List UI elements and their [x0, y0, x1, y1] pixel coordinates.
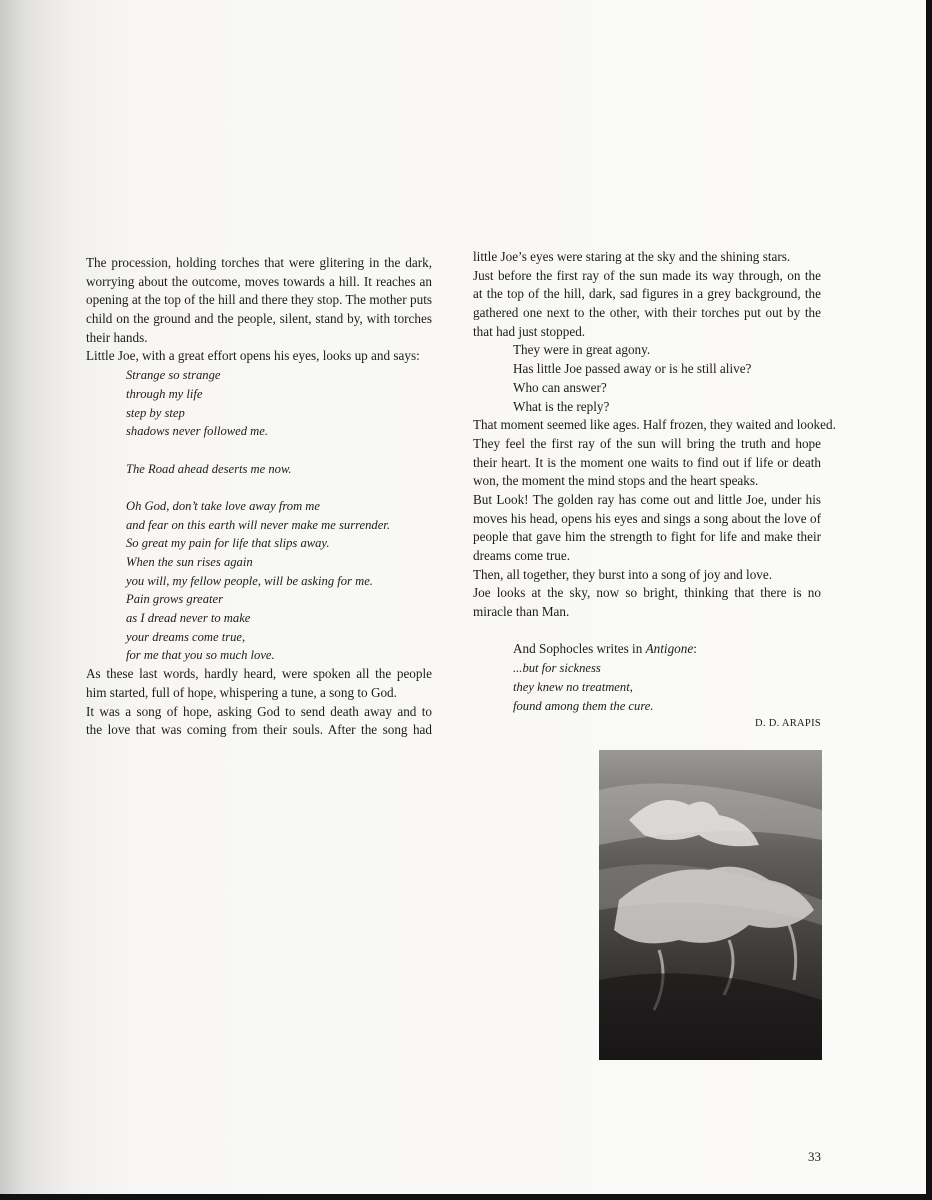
left-text-column: [86, 254, 432, 740]
verse-line: found among them the cure.: [513, 698, 654, 713]
verse-line: Strange so strange: [126, 368, 221, 383]
text-segment: :: [693, 641, 697, 657]
text-line: worrying about the outcome, moves towards a hill. It reaches an: [86, 273, 432, 289]
verse-line: Pain grows greater: [126, 592, 224, 607]
text-line: that had just stopped.: [473, 323, 586, 339]
page-number: 33: [808, 1149, 821, 1164]
right-text-column: [473, 248, 836, 734]
text-line: What is the reply?: [513, 398, 610, 414]
verse-line: The Road ahead deserts me now.: [126, 461, 292, 476]
verse-line: ...but for sickness: [513, 661, 601, 676]
text-line: him started, full of hope, whispering a tune, a song to God.: [86, 684, 397, 700]
text-segment: And Sophocles writes in: [513, 641, 646, 657]
blank-line: [86, 441, 432, 460]
text-line: won, the moment the mind stops and the heart speaks.: [473, 473, 759, 489]
text-line: miracle than Man.: [473, 604, 570, 620]
text-line: dreams come true.: [473, 548, 571, 563]
text-line: It was a song of hope, asking God to send death away and to: [86, 703, 432, 719]
text-line: Just before the first ray of the sun made its way through, on the: [473, 267, 821, 283]
verse-line: for me that you so much love.: [126, 648, 275, 663]
verse-line: you will, my fellow people, will be asking for me.: [126, 573, 373, 588]
text-line: opening at the top of the hill and there they stop. The mother puts: [86, 292, 432, 308]
blank-line: [473, 622, 821, 641]
text-line: [473, 640, 821, 659]
text-line: Little Joe, with a great effort opens his eyes, looks up and says:: [86, 348, 420, 364]
verse-line: Oh God, don’t take love away from me: [126, 498, 320, 513]
verse-line: So great my pain for life that slips away.: [126, 536, 330, 551]
ink-drawing-illustration: [599, 750, 822, 1060]
author-signature: D. D. ARAPIS: [754, 718, 821, 730]
text-line: As these last words, hardly heard, were spoken all the people: [86, 666, 432, 682]
text-line: people that gave him the strength to fight for life and make their: [473, 529, 821, 545]
verse-line: through my life: [126, 386, 203, 401]
text-line: the love that was coming from their souls. After the song had: [86, 722, 432, 738]
text-line: Has little Joe passed away or is he still alive?: [513, 361, 752, 377]
text-line: moves his head, opens his eyes and sings a song about the love of: [473, 510, 821, 526]
verse-line: as I dread never to make: [126, 611, 251, 626]
verse-line: When the sun rises again: [126, 555, 253, 569]
text-line: little Joe’s eyes were staring at the sky and the shining stars.: [473, 249, 791, 264]
text-line: Joe looks at the sky, now so bright, thinking that there is no: [473, 585, 821, 601]
verse-line: your dreams come true,: [126, 629, 246, 644]
verse-line: they knew no treatment,: [513, 679, 633, 694]
verse-line: and fear on this earth will never make me surrender.: [126, 517, 390, 532]
text-line: Who can answer?: [513, 379, 607, 395]
text-line: That moment seemed like ages. Half frozen, they waited and looked.: [473, 417, 836, 433]
verse-line: step by step: [126, 405, 185, 420]
blank-line: [86, 478, 432, 497]
text-line: The procession, holding torches that were glitering in the dark,: [86, 255, 432, 270]
text-line: child on the ground and the people, silent, stand by, with torches: [86, 311, 432, 327]
text-line: their hands.: [86, 329, 148, 345]
text-line: They feel the first ray of the sun will bring the truth and hope: [473, 435, 821, 451]
text-line: gathered one next to the other, with their torches put out by the: [473, 305, 821, 321]
text-line: They were in great agony.: [513, 342, 651, 358]
text-line: Then, all together, they burst into a song of joy and love.: [473, 566, 773, 582]
text-line: But Look! The golden ray has come out and little Joe, under his: [473, 491, 821, 507]
verse-line: shadows never followed me.: [126, 424, 269, 439]
text-line: at the top of the hill, dark, sad figures in a grey background, the: [473, 286, 821, 302]
work-title: Antigone: [645, 641, 694, 657]
text-line: their heart. It is the moment one waits to find out if life or death: [473, 454, 821, 470]
